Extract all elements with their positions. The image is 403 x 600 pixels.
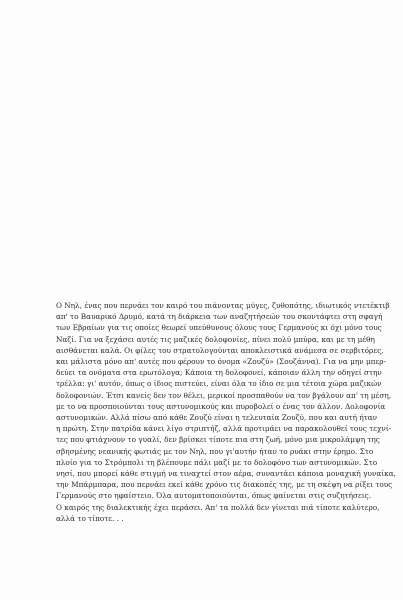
- text-line: σβησμένης νεανικής φωτιάς με τον Νηλ, που γι'αυτήν ήταν το ρυάκι στην έρημο. Στο: [56, 446, 374, 456]
- text-line: και μάλιστα μόνο απ' αυτές που φέρουν το όνομα «Ζουζύ» (Σουζάννα). Για να μην μπερ-: [56, 357, 387, 367]
- text-line: την Μπάρμπαρα, που περνάει εκεί κάθε χρόνο τις διακοπές της, με τη σκέψη να ρίξει τους: [56, 480, 393, 490]
- text-line: δολοφονιών. Έτσι κανείς δεν τον θέλει, μερικοί προσπαθούν να τον βγάλουν απ' τη μέση,: [56, 390, 392, 400]
- body-text: [56, 300, 396, 524]
- text-line: δεύει τα ονόματα στα ερωτόλογα; Κάποια τη δολοφονεί, κάποιαν άλλη την οδηγεί στην: [56, 368, 382, 378]
- text-line: των Εβραίων για τις οποίες θεωρεί υπεύθυνους όλους τους Γερμανούς κι όχι μόνο τους: [56, 323, 382, 333]
- text-line: Γερμανούς στο ηφαίστειο. Όλα αυτοματοποιούνται, όπως φαίνεται στις συζητήσεις.: [56, 491, 372, 501]
- text-line: η πρώτη. Στην πατρίδα κάνει λίγο στριπτήζ, αλλά προτιμάει να παρακολουθεί τους τεχνί-: [56, 424, 392, 434]
- text-line: αισθάνεται καλά. Οι φίλες του στρατολογούνται αποκλειστικά ανάμεσα σε σερβιτόρες,: [56, 345, 384, 355]
- text-line: απ' το Βαυαρικό Δρυμό, κατά τη διάρκεια των αναζητήσεών του σκοντάφτει στη σφαγή: [56, 312, 383, 322]
- text-line: Ναζί. Για να ξεχάσει αυτές τις μαζικές δολοφονίες, πίνει πολύ μπύρα, και με τη μέθη: [56, 334, 375, 344]
- text-line: νησί, που μπορεί κάθε στιγμή να τιναχτεί στον αέρα, συναντάει κάποια μοναχική γυναίκα,: [56, 469, 396, 479]
- text-line: τες που φτιάχνουν το γυαλί, δεν βρίσκει τίποτε πια στη ζωή, μόνο μια μικρολάμψη της: [56, 435, 380, 445]
- text-line: πλοίο για το Στρόμπολι τη βλέπουμε πάλι μαζί με το δολοφόνο των αστυνομικών. Στο: [56, 457, 378, 467]
- text-line: τρέλλα: γι' αυτόν, όπως ο ίδιος πιστεύει, είναι όλα το ίδιο σε μια τέτοια χώρα μαζικών: [56, 379, 382, 389]
- text-line: Ο καιρός της διαλεκτικής έχει περάσει. Απ' τα πολλά δεν γίνεται πιά τίποτε καλύτερο,: [56, 502, 380, 512]
- text-line: με το να προσποιούνται τους αστυνομικούς και πυροβολεί ο ένας τον άλλον. Δολοφονία: [56, 401, 386, 411]
- text-line: αστυνομικών. Αλλά πίσω από κάθε Ζουζύ είναι η τελευταία Ζουζύ, που και αυτή ήταν: [56, 413, 378, 423]
- text-line: Ο Νηλ, ένας που περνάει τον καιρό του πιάνοντας μύγες, ζυθοπότης, ιδιωτικός ντετέκτιβ: [56, 301, 390, 310]
- text-line-last: αλλά το τίποτε. . .: [56, 513, 124, 523]
